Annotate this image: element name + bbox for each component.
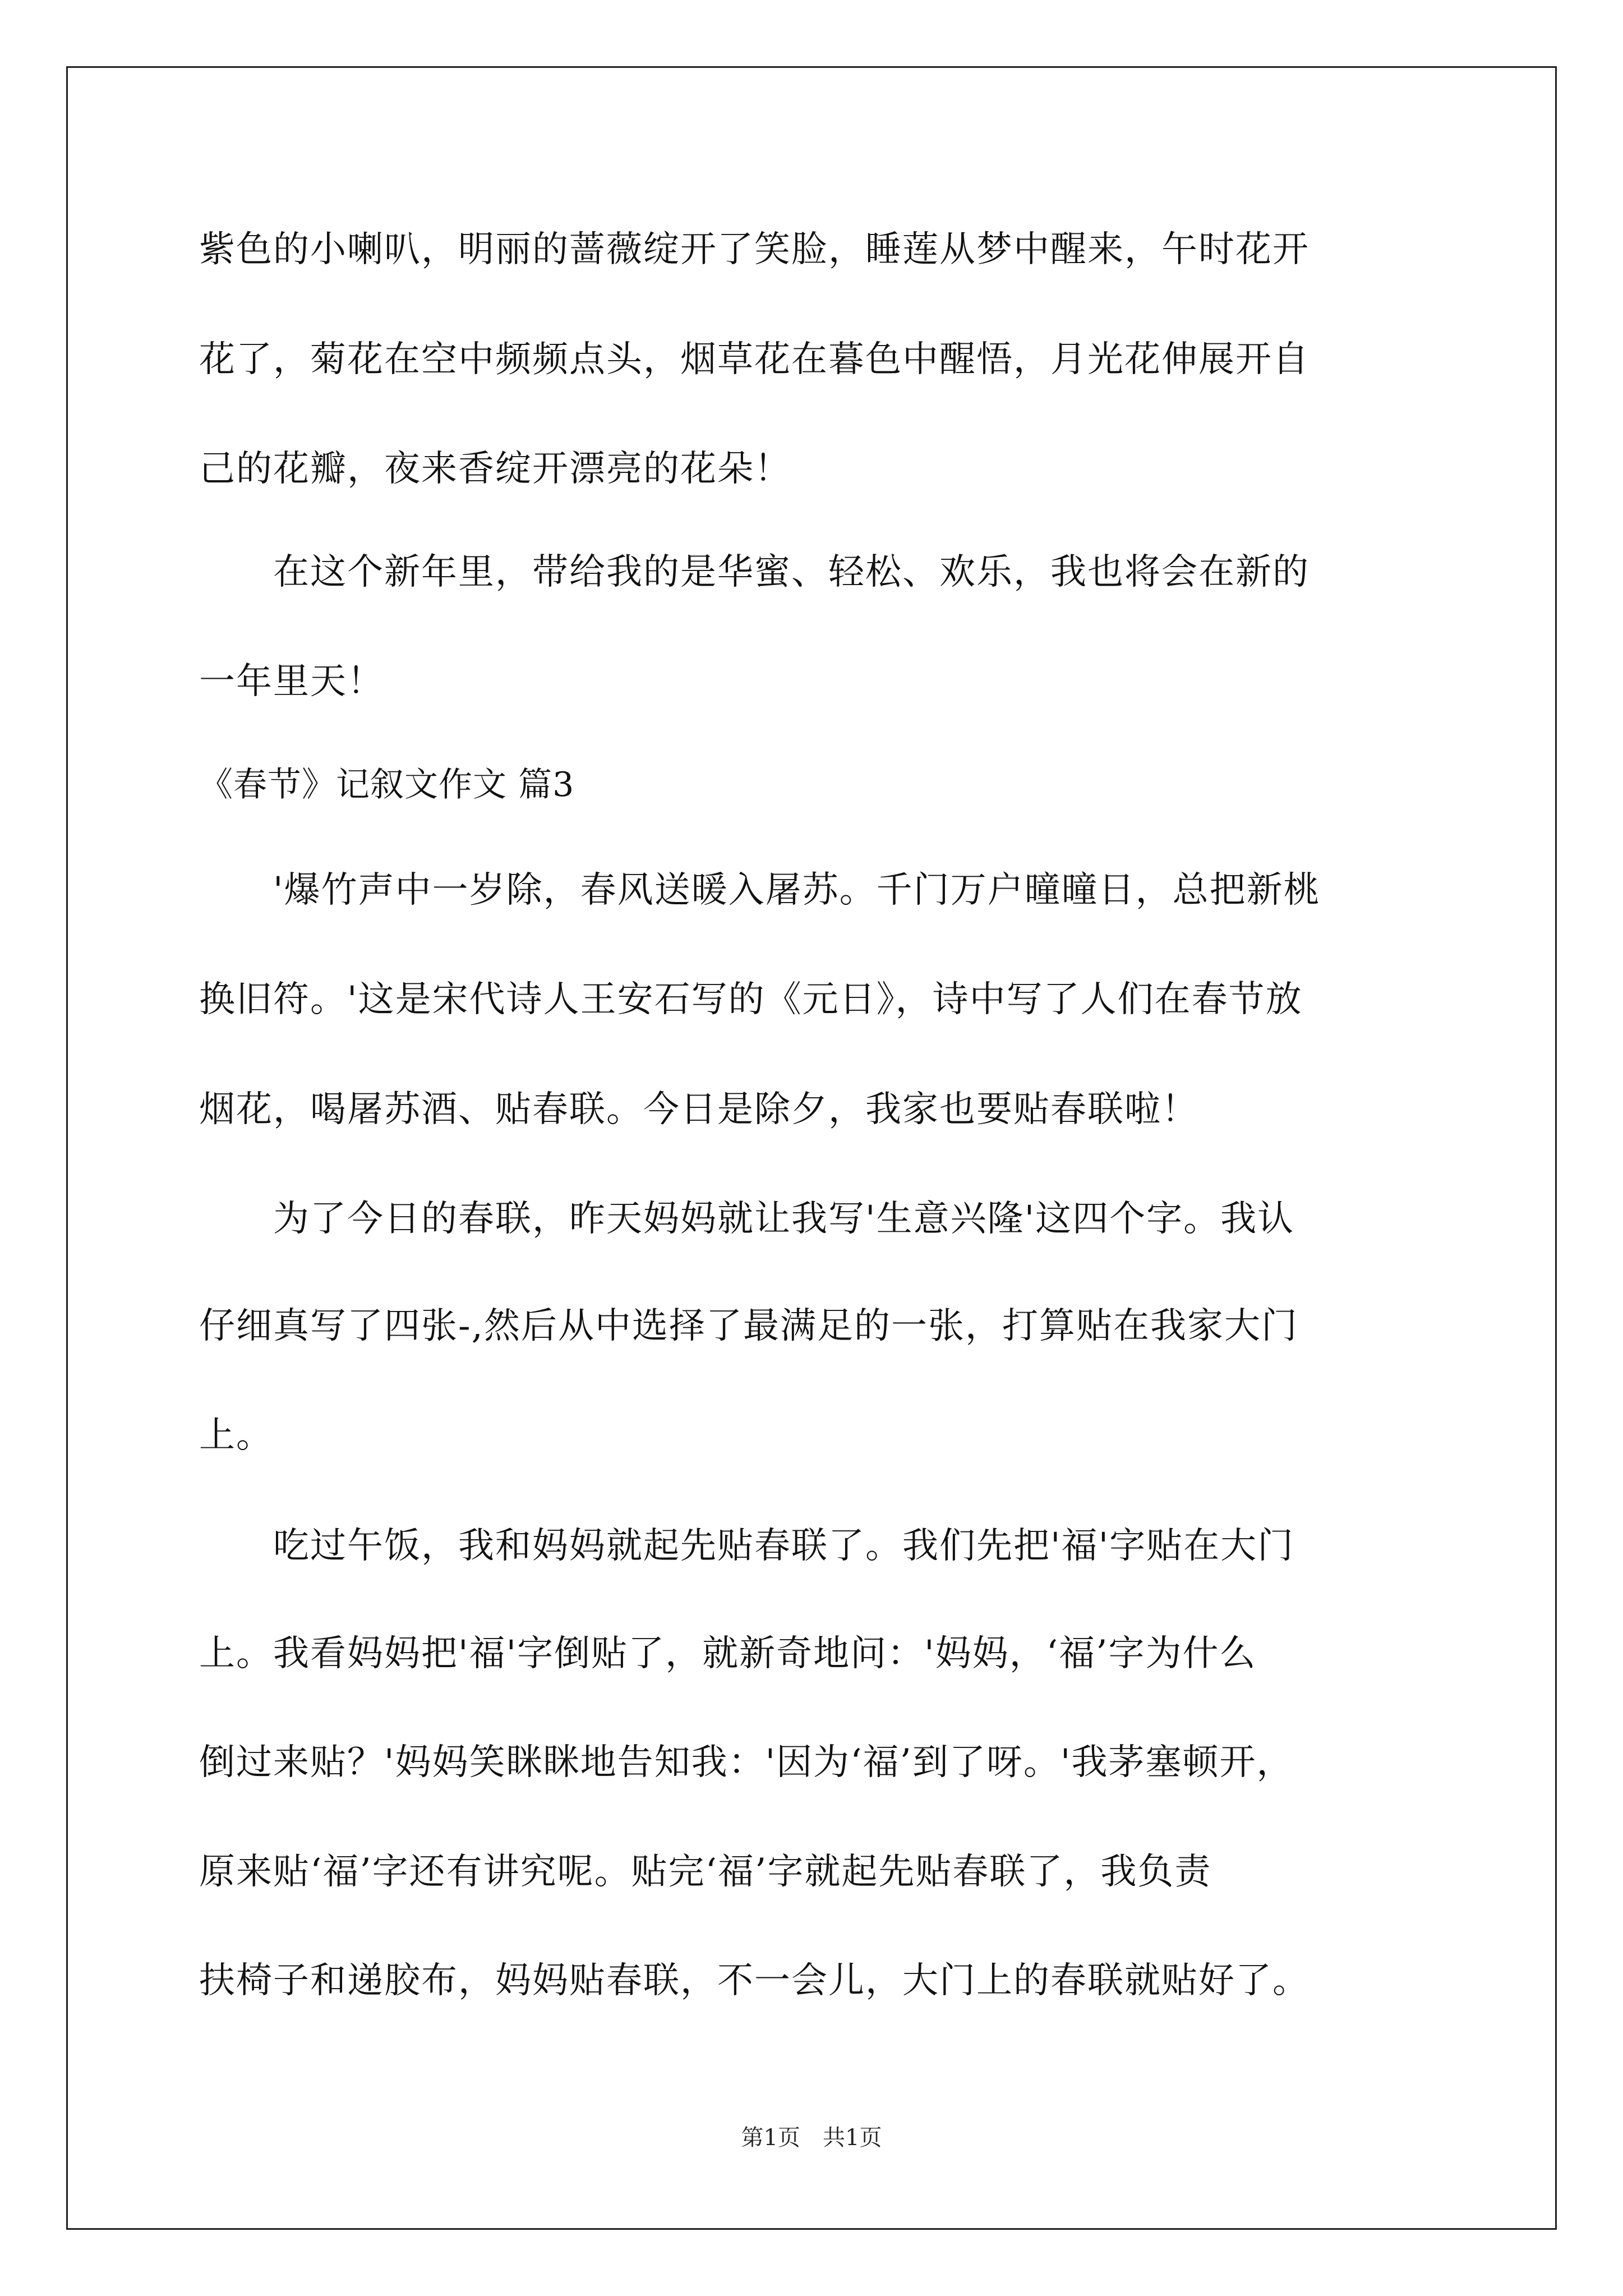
text-line: 上。 bbox=[199, 1415, 273, 1456]
page-border bbox=[66, 66, 1557, 2230]
text-line: '爆竹声中一岁除，春风送暖入屠苏。千门万户曈曈日，总把新桃 bbox=[199, 869, 1321, 911]
text-line: 花了，菊花在空中频频点头，烟草花在暮色中醒悟，月光花伸展开自 bbox=[199, 339, 1310, 380]
text-line: 上。我看妈妈把'福'字倒贴了，就新奇地问：'妈妈，‘福’字为什么 bbox=[199, 1633, 1257, 1674]
text-line: 仔细真写了四张-,然后从中选择了最满足的一张，打算贴在我家大门 bbox=[199, 1305, 1298, 1347]
text-line: 在这个新年里，带给我的是华蜜、轻松、欢乐，我也将会在新的 bbox=[199, 551, 1310, 593]
text-line: 一年里天！ bbox=[199, 661, 384, 702]
text-line: 原来贴‘福’字还有讲究呢。贴完‘福’字就起先贴春联了，我负责 bbox=[199, 1851, 1212, 1893]
text-line: 己的花瓣，夜来香绽开漂亮的花朵！ bbox=[199, 448, 791, 490]
text-line: 倒过来贴？'妈妈笑眯眯地告知我：'因为‘福’到了呀。'我茅塞顿开， bbox=[199, 1742, 1294, 1783]
text-line: 为了今日的春联，昨天妈妈就让我写'生意兴隆'这四个字。我认 bbox=[199, 1198, 1295, 1240]
page-footer: 第1页 共1页 bbox=[741, 2125, 882, 2151]
text-line: 烟花，喝屠苏酒、贴春联。今日是除夕，我家也要贴春联啦！ bbox=[199, 1089, 1198, 1130]
text-line: 紫色的小喇叭，明丽的蔷薇绽开了笑脸，睡莲从梦中醒来，午时花开 bbox=[199, 229, 1310, 270]
text-line: 扶椅子和递胶布，妈妈贴春联，不一会儿，大门上的春联就贴好了。 bbox=[199, 1960, 1310, 2001]
section-heading: 《春节》记叙文作文 篇3 bbox=[199, 765, 575, 804]
text-line: 吃过午饭，我和妈妈就起先贴春联了。我们先把'福'字贴在大门 bbox=[199, 1525, 1295, 1567]
text-line: 换旧符。'这是宋代诗人王安石写的《元日》，诗中写了人们在春节放 bbox=[199, 979, 1303, 1020]
